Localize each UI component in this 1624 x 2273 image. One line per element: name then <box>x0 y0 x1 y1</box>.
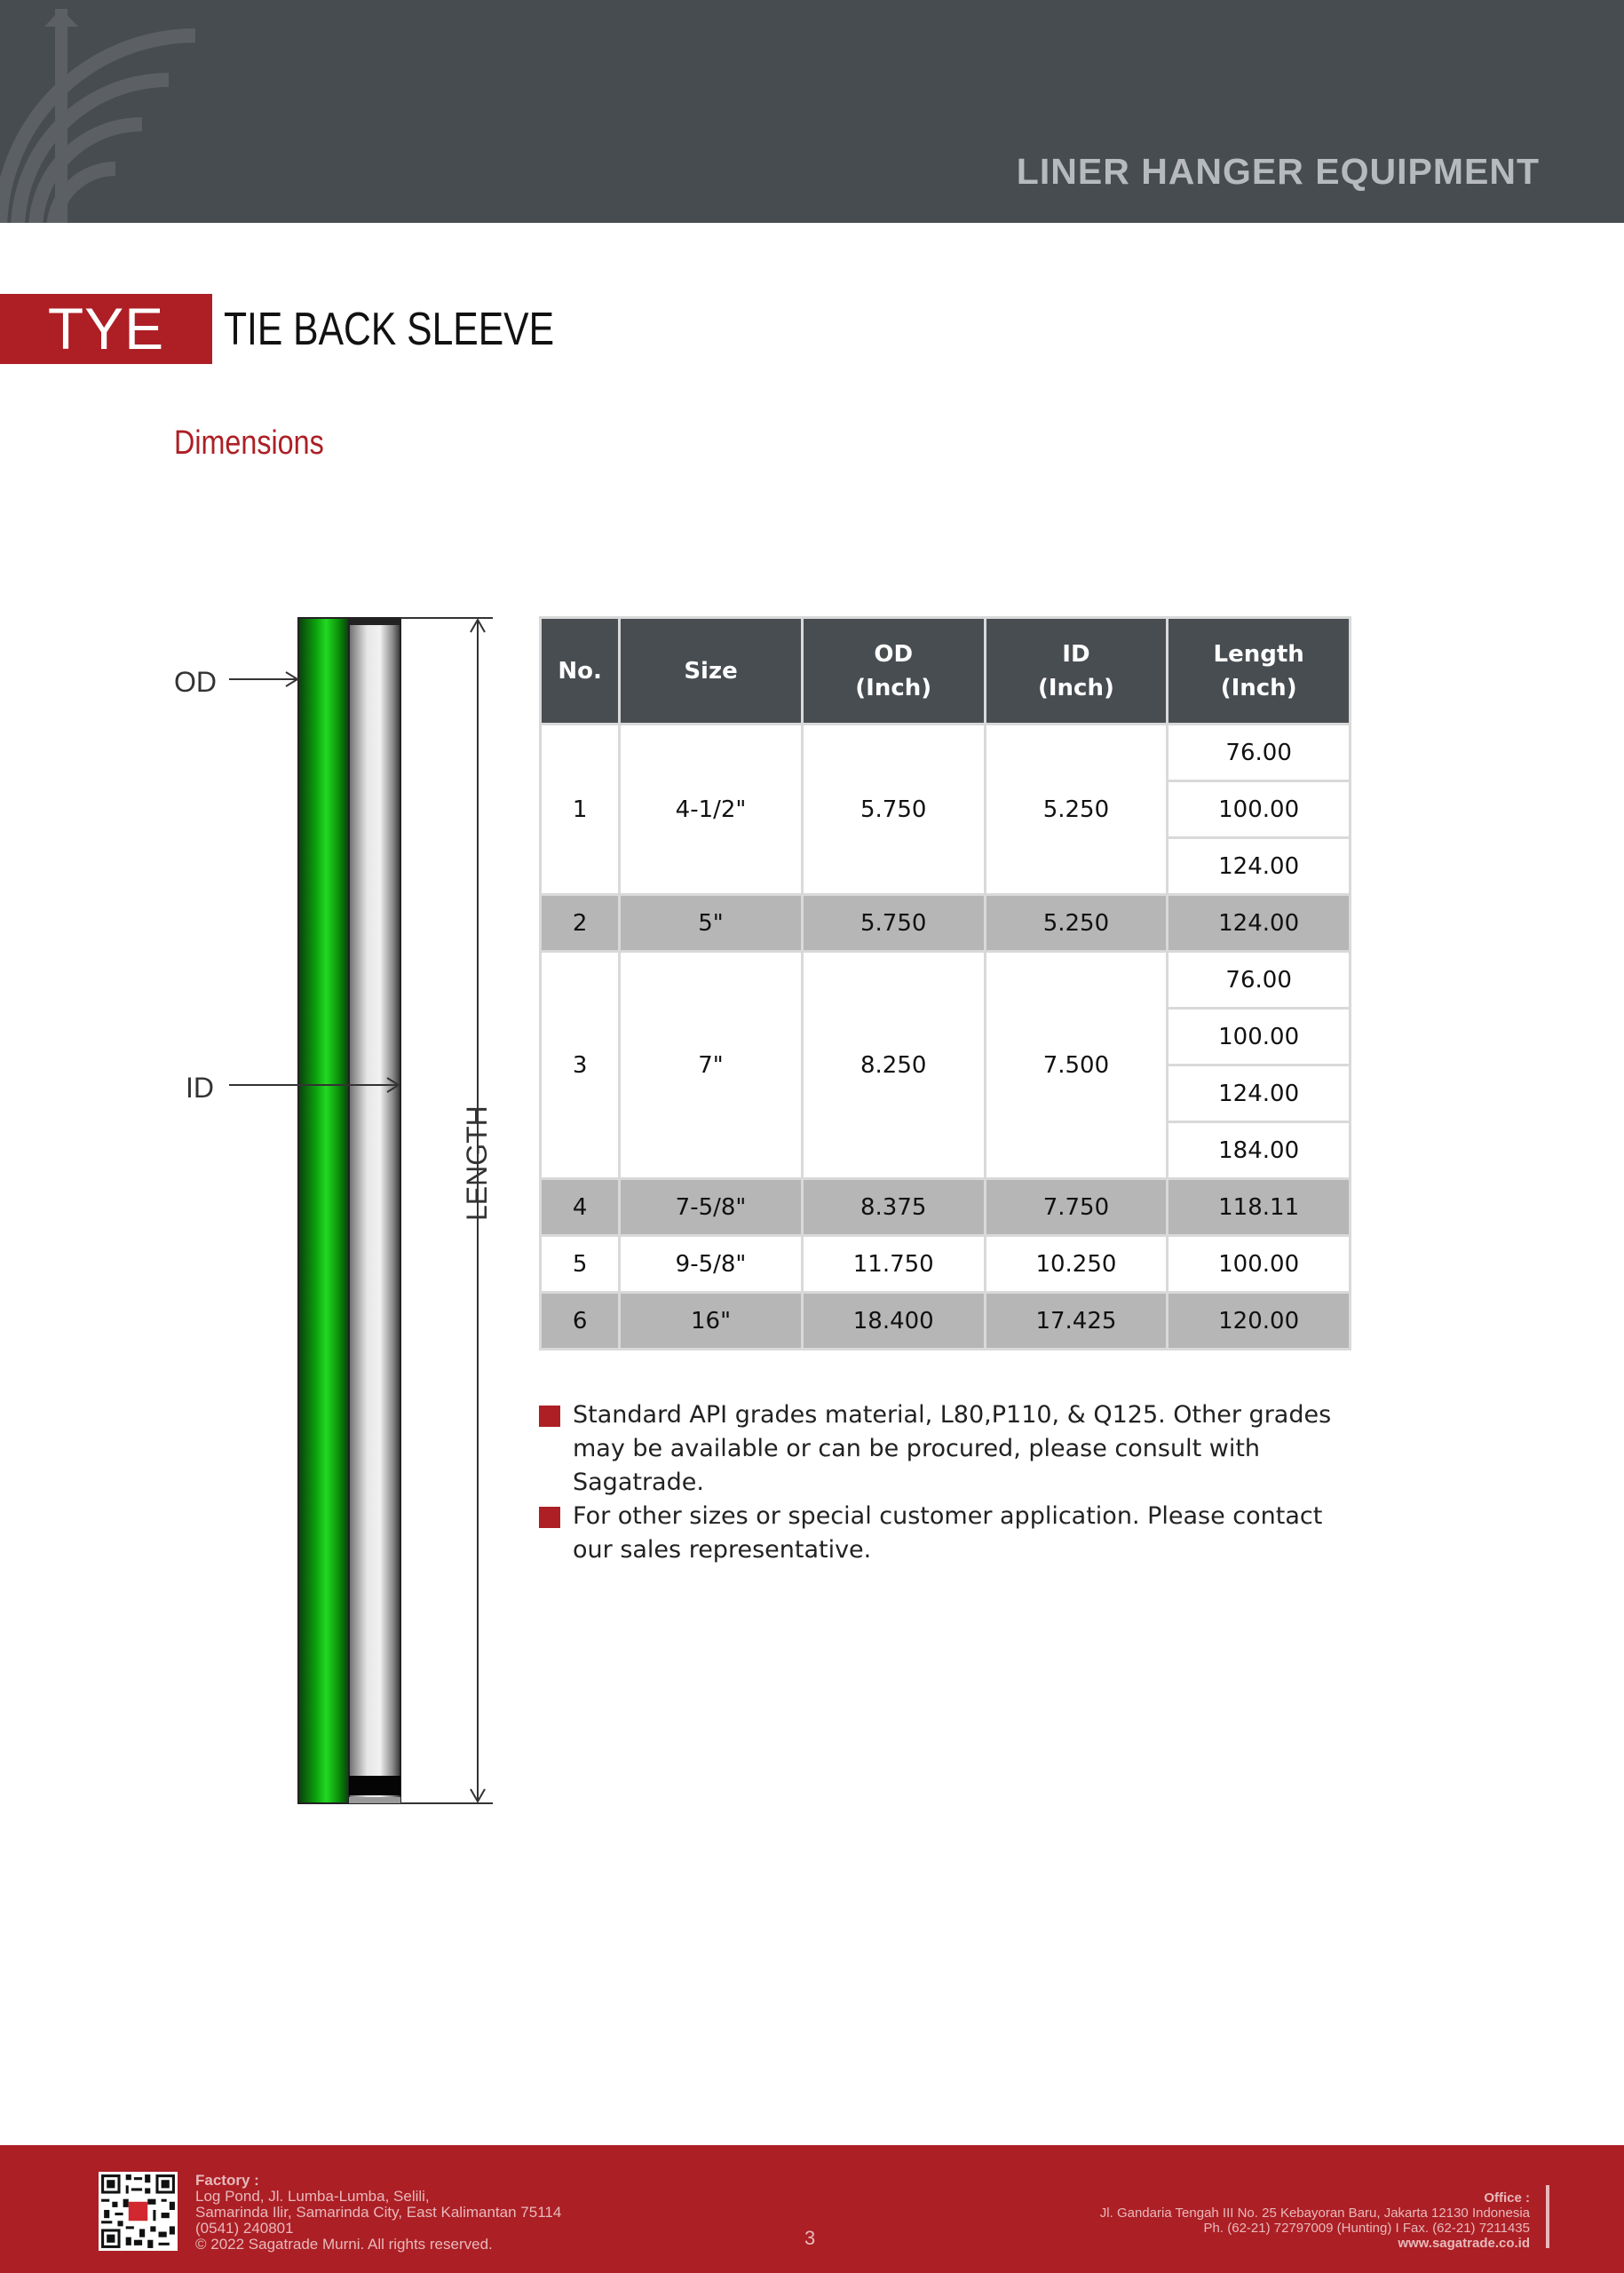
outer-wall-shape <box>298 618 349 1803</box>
note-item: For other sizes or special customer application. Please contact our sales representative. <box>539 1500 1360 1567</box>
table-row <box>541 1293 1351 1350</box>
cell-no: 1 <box>541 725 620 895</box>
table-header-row <box>541 618 1351 725</box>
factory-address-line: Samarinda Ilir, Samarinda City, East Kalimantan 75114 <box>195 2204 562 2221</box>
dimensions-table <box>539 616 1351 1350</box>
cell-no: 6 <box>541 1293 620 1350</box>
inner-bore-shape <box>349 618 400 1803</box>
length-label: LENGTH <box>461 1105 493 1221</box>
cell-length: 124.00 <box>1168 895 1351 952</box>
cell-id: 5.250 <box>985 725 1168 895</box>
cell-od: 5.750 <box>802 895 985 952</box>
header-no: No. <box>541 618 620 725</box>
header-id: ID (Inch) <box>985 618 1168 725</box>
cell-od: 18.400 <box>802 1293 985 1350</box>
office-label: Office : <box>1484 2190 1530 2206</box>
factory-phone: (0541) 240801 <box>195 2220 294 2237</box>
page-header <box>0 0 1624 223</box>
cell-size: 7" <box>620 952 803 1179</box>
page-number: 3 <box>804 2227 816 2249</box>
cell-id: 5.250 <box>985 895 1168 952</box>
cell-length: 118.11 <box>1168 1179 1351 1236</box>
table-row <box>541 952 1351 1009</box>
office-address-line: Jl. Gandaria Tengah III No. 25 Kebayoran Baru, Jakarta 12130 Indonesia <box>1099 2206 1530 2221</box>
header-title: LINER HANGER EQUIPMENT <box>1016 151 1540 192</box>
office-phone: Ph. (62-21) 72797009 (Hunting) I Fax. (62-21) 7211435 <box>1203 2221 1530 2236</box>
factory-address-line: Log Pond, Jl. Lumba-Lumba, Selili, <box>195 2188 430 2205</box>
website-link[interactable]: www.sagatrade.co.id <box>1398 2236 1530 2251</box>
copyright: © 2022 Sagatrade Murni. All rights reserved. <box>195 2236 493 2253</box>
table-row <box>541 725 1351 781</box>
table-row <box>541 1236 1351 1293</box>
qr-code-icon <box>99 2172 178 2251</box>
cell-no: 3 <box>541 952 620 1179</box>
bullet-square-icon <box>539 1406 560 1427</box>
section-title: Dimensions <box>174 424 324 462</box>
cell-id: 7.500 <box>985 952 1168 1179</box>
cell-size: 9-5/8" <box>620 1236 803 1293</box>
table-row <box>541 895 1351 952</box>
cell-no: 4 <box>541 1179 620 1236</box>
cell-id: 17.425 <box>985 1293 1168 1350</box>
cell-length: 124.00 <box>1168 1065 1351 1122</box>
cell-no: 5 <box>541 1236 620 1293</box>
bullet-square-icon <box>539 1507 560 1528</box>
notes-list <box>539 1398 1360 1567</box>
factory-label: Factory : <box>195 2172 259 2189</box>
cell-no: 2 <box>541 895 620 952</box>
cell-length: 100.00 <box>1168 1009 1351 1065</box>
cell-length: 120.00 <box>1168 1293 1351 1350</box>
product-name: TIE BACK SLEEVE <box>224 304 555 355</box>
company-logo-watermark <box>0 9 231 223</box>
cell-size: 4-1/2" <box>620 725 803 895</box>
cell-od: 8.250 <box>802 952 985 1179</box>
cell-id: 10.250 <box>985 1236 1168 1293</box>
cell-length: 124.00 <box>1168 838 1351 895</box>
header-length: Length (Inch) <box>1168 618 1351 725</box>
header-od: OD (Inch) <box>802 618 985 725</box>
cell-od: 8.375 <box>802 1179 985 1236</box>
od-label: OD <box>174 666 217 698</box>
cell-length: 76.00 <box>1168 725 1351 781</box>
product-code-badge: TYE <box>0 294 212 364</box>
cell-length: 76.00 <box>1168 952 1351 1009</box>
cell-size: 5" <box>620 895 803 952</box>
office-address <box>1100 2190 1530 2251</box>
cell-od: 5.750 <box>802 725 985 895</box>
header-size: Size <box>620 618 803 725</box>
cell-length: 100.00 <box>1168 781 1351 838</box>
note-item: Standard API grades material, L80,P110, & Q125. Other grades may be available or can be procured, please consult with Sagatrade. <box>539 1398 1360 1500</box>
cell-length: 184.00 <box>1168 1122 1351 1179</box>
cell-size: 7-5/8" <box>620 1179 803 1236</box>
factory-address <box>195 2173 561 2253</box>
id-label: ID <box>186 1072 214 1104</box>
table-row <box>541 1179 1351 1236</box>
footer-divider <box>1546 2185 1549 2248</box>
cell-length: 100.00 <box>1168 1236 1351 1293</box>
cell-id: 7.750 <box>985 1179 1168 1236</box>
cell-od: 11.750 <box>802 1236 985 1293</box>
cell-size: 16" <box>620 1293 803 1350</box>
